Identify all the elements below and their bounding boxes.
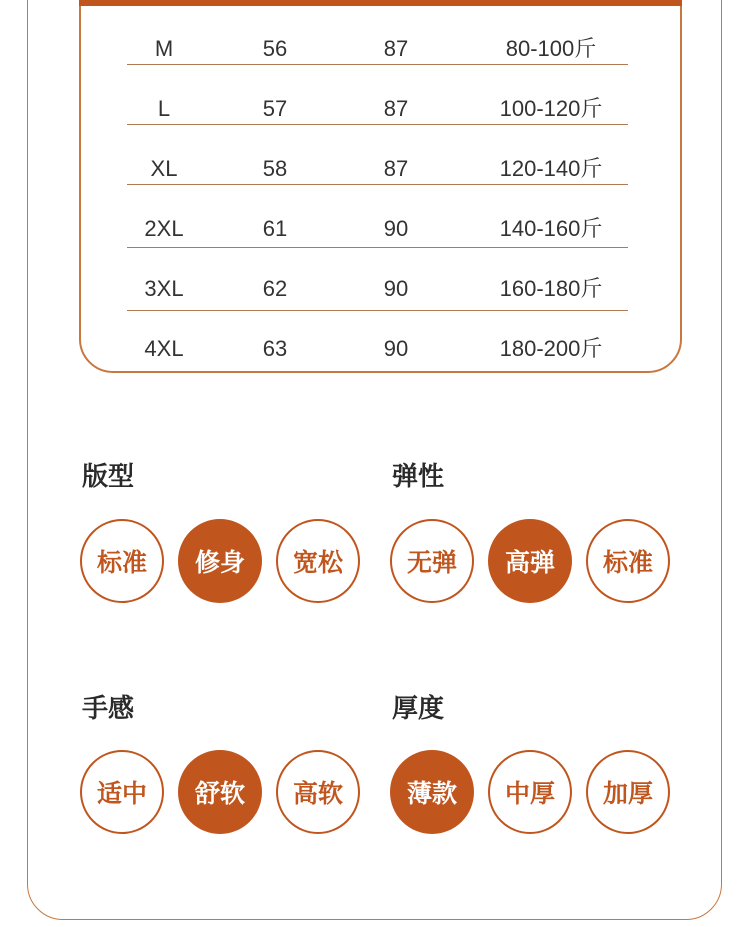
thickness-option-medium[interactable]: 中厚: [488, 750, 572, 834]
fit-option-loose[interactable]: 宽松: [276, 519, 360, 603]
elasticity-option-high[interactable]: 高弹: [488, 519, 572, 603]
cell-c2: 87: [383, 36, 409, 61]
row-divider: [127, 247, 628, 248]
cell-weight: 120-140斤: [499, 156, 603, 181]
feel-title: 手感: [82, 693, 135, 723]
row-divider: [127, 310, 628, 311]
table-top-bar: [79, 0, 682, 6]
table-row: [0, 94, 750, 124]
cell-weight: 100-120斤: [499, 96, 603, 121]
thickness-option-thick[interactable]: 加厚: [586, 750, 670, 834]
cell-c2: 90: [383, 336, 409, 361]
thickness-title: 厚度: [392, 693, 445, 723]
row-divider: [127, 184, 628, 185]
cell-weight: 140-160斤: [499, 216, 603, 241]
thickness-option-thin[interactable]: 薄款: [390, 750, 474, 834]
cell-size: M: [154, 36, 174, 61]
table-row: [0, 274, 750, 304]
cell-size: L: [157, 96, 171, 121]
cell-weight: 180-200斤: [499, 336, 603, 361]
cell-c2: 87: [383, 156, 409, 181]
cell-c1: 62: [262, 276, 288, 301]
cell-weight: 80-100斤: [505, 36, 597, 61]
row-divider: [127, 64, 628, 65]
elasticity-title: 弹性: [392, 461, 445, 491]
cell-c2: 90: [383, 276, 409, 301]
cell-c1: 58: [262, 156, 288, 181]
feel-option-extra-soft[interactable]: 高软: [276, 750, 360, 834]
cell-c1: 56: [262, 36, 288, 61]
elasticity-option-none[interactable]: 无弹: [390, 519, 474, 603]
cell-size: 2XL: [144, 216, 184, 241]
row-divider: [127, 124, 628, 125]
cell-size: 3XL: [144, 276, 184, 301]
cell-c2: 90: [383, 216, 409, 241]
fit-option-slim[interactable]: 修身: [178, 519, 262, 603]
feel-option-moderate[interactable]: 适中: [80, 750, 164, 834]
cell-c1: 63: [262, 336, 288, 361]
cell-c1: 57: [262, 96, 288, 121]
table-row: [0, 154, 750, 184]
table-row: [0, 334, 750, 364]
cell-size: 4XL: [144, 336, 184, 361]
table-row: [0, 214, 750, 244]
table-row: [0, 34, 750, 64]
cell-size: XL: [150, 156, 178, 181]
cell-c2: 87: [383, 96, 409, 121]
fit-title: 版型: [82, 461, 135, 491]
elasticity-option-standard[interactable]: 标准: [586, 519, 670, 603]
cell-weight: 160-180斤: [499, 276, 603, 301]
feel-option-soft[interactable]: 舒软: [178, 750, 262, 834]
cell-c1: 61: [262, 216, 288, 241]
fit-option-standard[interactable]: 标准: [80, 519, 164, 603]
